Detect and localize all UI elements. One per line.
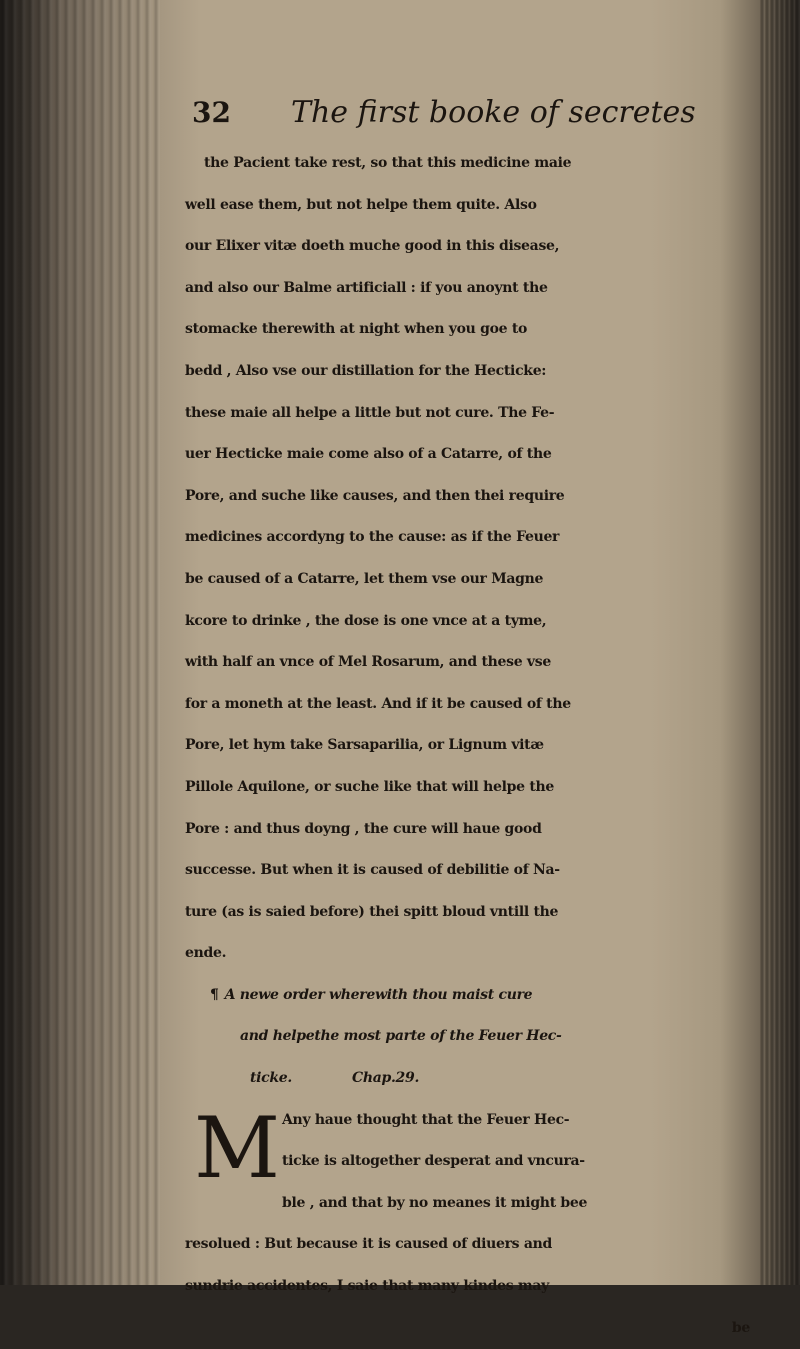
text-line: well ease them, but not helpe them quite. Also [185, 196, 537, 213]
text-line: successe. But when it is caused of debilitie of Na- [185, 862, 560, 879]
chapter-title-part-1: A newe order wherewith thou maist cure [224, 986, 533, 1003]
text-line: with half an vnce of Mel Rosarum, and these vse [185, 654, 551, 671]
text-line: and also our Balme artificiall : if you anoynt the [185, 279, 548, 296]
text-line: our Elixer vitæ doeth muche good in this disease, [185, 238, 560, 255]
text-line: these maie all helpe a little but not cure. The Fe- [185, 404, 555, 421]
text-line: Pore, and suche like causes, and then thei require [185, 487, 565, 504]
running-head: The first booke of secretes [290, 95, 696, 130]
text-line: the Pacient take rest, so that this medicine maie [204, 155, 572, 171]
text-line: resolued : But because it is caused of diuers and [185, 1236, 552, 1253]
book-page [180, 95, 780, 1336]
text-line: kcore to drinke , the dose is one vnce at a tyme, [185, 612, 547, 629]
text-line: Pore : and thus doyng , the cure will haue good [185, 820, 542, 837]
body-text [180, 143, 780, 1349]
chapter-title-part-3: ticke. [250, 1070, 292, 1087]
text-line: ble , and that by no meanes it might bee [282, 1194, 588, 1211]
text-line: stomacke therewith at night when you goe to [185, 321, 528, 338]
chapter-heading-line-3 [180, 1058, 780, 1100]
text-line: be caused of a Catarre, let them vse our Magne [185, 570, 544, 587]
chapter-heading-line-1 [180, 975, 780, 1017]
text-line: Pore, let hym take Sarsaparilia, or Lignum vitæ [185, 737, 544, 754]
chapter-opening [180, 1100, 780, 1225]
page-header [180, 95, 780, 139]
text-line: ende. [185, 945, 227, 962]
text-line: Pillole Aquilone, or suche like that will helpe the [185, 778, 554, 795]
chapter-number: Chap.29. [352, 1070, 420, 1087]
page-number: 32 [192, 96, 231, 129]
drop-capital: M [194, 1098, 280, 1197]
text-line: for a moneth at the least. And if it be caused of the [185, 695, 571, 712]
chapter-heading-line-2: and helpethe most parte of the Feuer Hec- [240, 1028, 562, 1045]
pilcrow-mark: ¶ [210, 986, 219, 1003]
text-line: ticke is altogether desperat and vncura- [282, 1153, 585, 1170]
text-line: Any haue thought that the Feuer Hec- [282, 1111, 570, 1128]
text-line: sundrie accidentes, I saie that many kindes may [185, 1278, 549, 1295]
catchword: be [731, 1319, 750, 1336]
text-line: ture (as is saied before) thei spitt bloud vntill the [185, 903, 559, 920]
binding-gutter [0, 0, 160, 1285]
text-line: medicines accordyng to the cause: as if the Feuer [185, 529, 560, 546]
text-line: bedd , Also vse our distillation for the Hecticke: [185, 362, 547, 379]
text-line: uer Hecticke maie come also of a Catarre, of the [185, 446, 552, 463]
